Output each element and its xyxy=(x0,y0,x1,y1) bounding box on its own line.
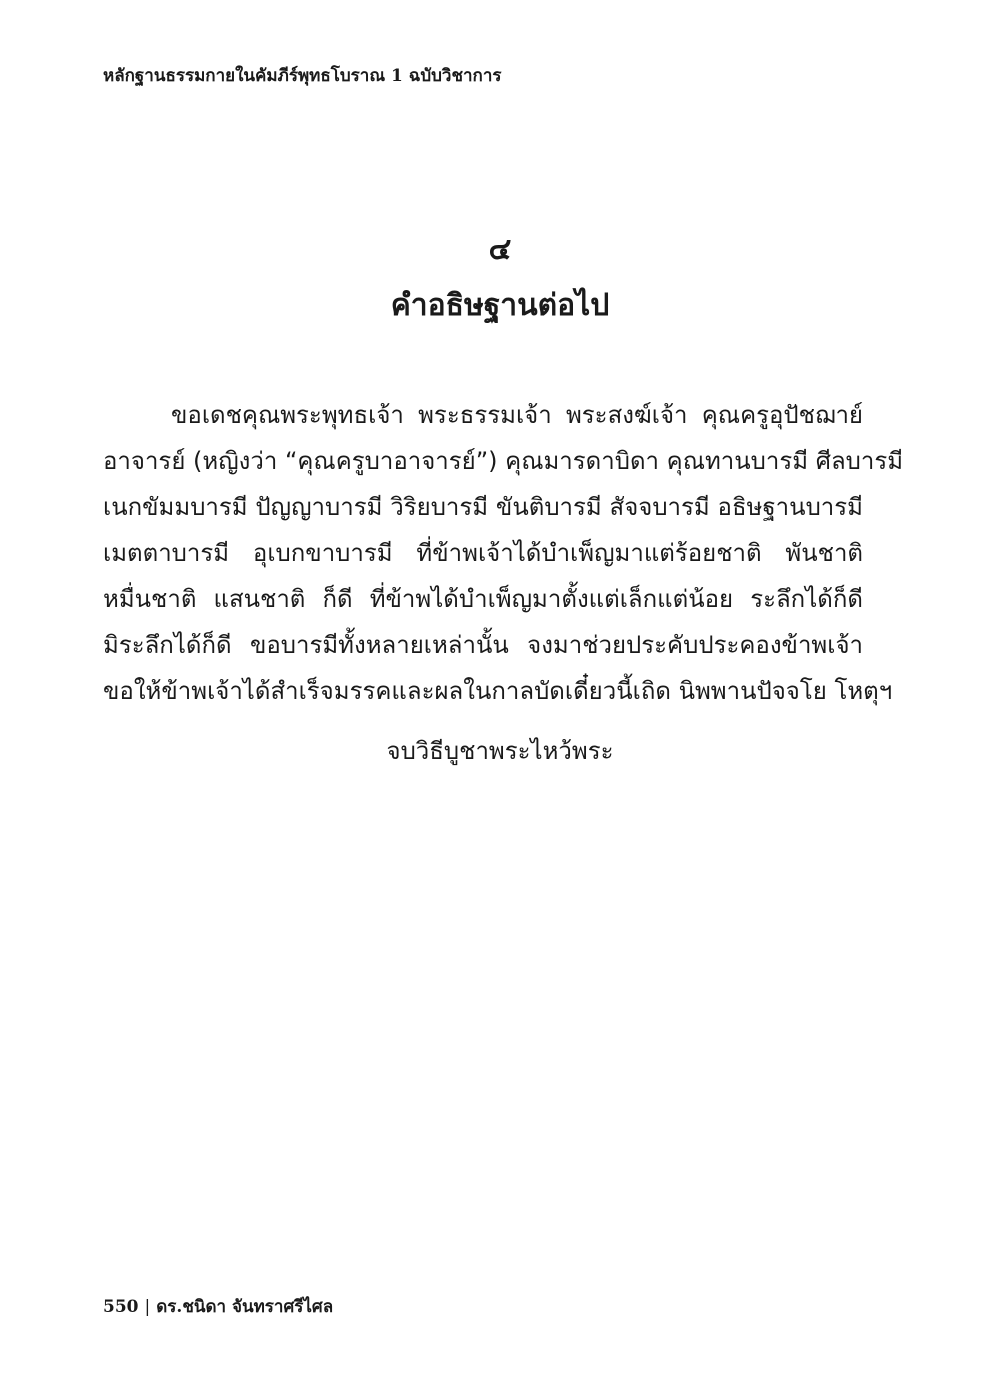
body-paragraph xyxy=(103,392,904,714)
running-header: หลักฐานธรรมกายในคัมภีร์พุทธโบราณ 1 ฉบับวิชาการ xyxy=(103,66,502,86)
closing-line: จบวิธีบูชาพระไหว้พระ xyxy=(386,737,614,765)
chapter-title: คำอธิษฐานต่อไป xyxy=(390,288,610,323)
page-number: 550 xyxy=(103,1297,139,1317)
paragraph-line: อาจารย์ (หญิงว่า “คุณครูบาอาจารย์”) คุณมารดาบิดา คุณทานบารมี ศีลบารมี xyxy=(103,447,904,475)
paragraph-line: หมื่นชาติ แสนชาติ ก็ดี ที่ข้าพได้บำเพ็ญมาตั้งแต่เล็กแต่น้อย ระลึกได้ก็ดี xyxy=(103,585,863,613)
author-name: ดร.ชนิดา จันทราศรีไศล xyxy=(156,1297,334,1317)
footer-separator: | xyxy=(144,1297,151,1317)
paragraph-line: เนกขัมมบารมี ปัญญาบารมี วิริยบารมี ขันติบารมี สัจจบารมี อธิษฐานบารมี xyxy=(103,493,863,521)
page-footer xyxy=(103,1293,333,1320)
chapter-number: ๔ xyxy=(488,232,512,267)
paragraph-line: ขอให้ข้าพเจ้าได้สำเร็จมรรคและผลในกาลบัดเดี๋ยวนี้เถิด นิพพานปัจจโย โหตุฯ xyxy=(103,677,893,705)
paragraph-line: เมตตาบารมี อุเบกขาบารมี ที่ข้าพเจ้าได้บำเพ็ญมาแต่ร้อยชาติ พันชาติ xyxy=(103,539,863,567)
paragraph-line: มิระลึกได้ก็ดี ขอบารมีทั้งหลายเหล่านั้น จงมาช่วยประคับประคองข้าพเจ้า xyxy=(103,631,863,659)
paragraph-line: ขอเดชคุณพระพุทธเจ้า พระธรรมเจ้า พระสงฆ์เจ้า คุณครูอุปัชฌาย์ xyxy=(171,401,863,429)
